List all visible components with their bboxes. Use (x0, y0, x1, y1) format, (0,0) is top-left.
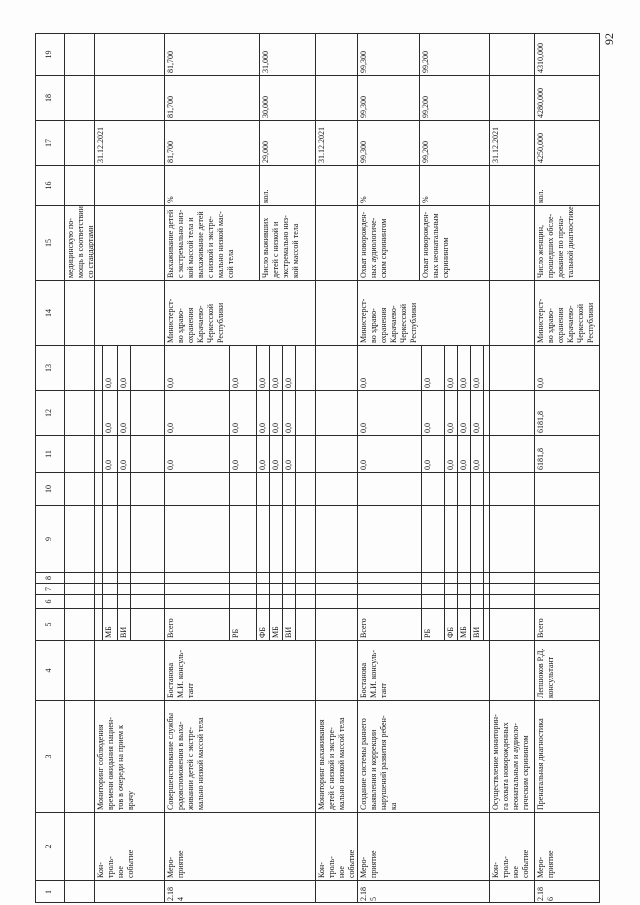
indicator-value-cell (95, 33, 165, 75)
item-type-cell: Меро- приятие (358, 812, 490, 880)
funding-amount-cell (165, 594, 230, 608)
item-number-cell: 2.18 4 (165, 880, 316, 903)
funding-amount-cell: 0,0 (445, 435, 458, 472)
funding-amount-cell (296, 572, 316, 583)
funding-amount-cell (270, 505, 283, 572)
indicator-value-cell: 29,000 (260, 120, 316, 165)
funding-amount-cell (283, 505, 296, 572)
indicator-name-cell (316, 205, 358, 280)
item-type-cell: Меро- приятие (535, 812, 600, 880)
responsible-person-cell: Лепшоков Р.Д. консультант (535, 640, 600, 700)
funding-amount-cell (103, 505, 118, 572)
funding-amount-cell: 0,0 (230, 345, 257, 390)
funding-amount-cell (95, 390, 103, 435)
executor-cell: Министерст- во здраво- охранения Карачаево- Черкесской Республики (358, 280, 490, 345)
indicator-value-cell: 31,000 (260, 33, 316, 75)
item-name-cell (65, 700, 95, 812)
funding-amount-cell (131, 345, 165, 390)
indicator-value-cell: 99,200 (420, 75, 490, 120)
funding-source-cell: Всего (535, 608, 600, 640)
item-number-cell (95, 880, 165, 903)
indicator-value-cell: 81,700 (165, 75, 260, 120)
funding-amount-cell: 0,0 (422, 345, 445, 390)
column-number-cell: 11 (35, 435, 65, 472)
funding-amount-cell (270, 472, 283, 505)
funding-amount-cell: 0,0 (458, 345, 471, 390)
funding-amount-cell (422, 505, 445, 572)
indicator-unit-cell (316, 165, 358, 205)
executor-cell (490, 280, 535, 345)
funding-source-cell: РБ (422, 608, 445, 640)
item-type-cell: Кон- троль- ное событие (490, 812, 535, 880)
funding-amount-cell (95, 345, 103, 390)
funding-amount-cell (296, 583, 316, 594)
indicator-value-cell (65, 33, 95, 75)
indicator-name-cell: Охват новорожден- ных неонатальным скринингом (420, 205, 490, 280)
funding-amount-cell (490, 583, 535, 594)
item-name-cell: Мониторинг соблюдения времени ожидания пациен- тов в очереди на прием к врачу (95, 700, 165, 812)
column-number-cell: 18 (35, 75, 65, 120)
indicator-name-cell: медицинскую по- мощь в соответствии со стандартами (66, 206, 95, 278)
funding-amount-cell (65, 583, 95, 594)
funding-amount-cell: 0,0 (230, 435, 257, 472)
funding-amount-cell (165, 505, 230, 572)
funding-amount-cell (445, 583, 458, 594)
funding-amount-cell: 0,0 (165, 435, 230, 472)
funding-amount-cell: 0,0 (471, 345, 484, 390)
indicator-name-cell (95, 205, 165, 280)
funding-amount-cell (65, 572, 95, 583)
funding-amount-cell (283, 572, 296, 583)
funding-amount-cell (296, 505, 316, 572)
funding-amount-cell (445, 505, 458, 572)
funding-amount-cell (445, 572, 458, 583)
funding-amount-cell (422, 594, 445, 608)
funding-amount-cell (296, 345, 316, 390)
funding-amount-cell (358, 572, 422, 583)
item-number-cell: 2.18 5 (358, 880, 490, 903)
indicator-value-cell (95, 75, 165, 120)
column-number-cell: 5 (35, 608, 65, 640)
rotated-program-table (35, 33, 620, 903)
indicator-value-cell: 99,200 (420, 33, 490, 75)
indicator-value-cell (490, 75, 535, 120)
funding-amount-cell (471, 505, 484, 572)
funding-amount-cell: 0,0 (230, 390, 257, 435)
funding-source-cell: ВИ (471, 608, 484, 640)
indicator-value-cell: 31.12.2021 (95, 120, 165, 165)
funding-amount-cell (165, 572, 230, 583)
funding-amount-cell: 0,0 (445, 345, 458, 390)
indicator-value-cell: 99,300 (358, 120, 420, 165)
responsible-person-cell (490, 640, 535, 700)
funding-source-cell: МБ (270, 608, 283, 640)
indicator-unit-cell: % (165, 165, 260, 205)
funding-source-cell (296, 608, 316, 640)
funding-amount-cell: 0,0 (103, 345, 118, 390)
funding-amount-cell: 0,0 (257, 390, 270, 435)
funding-amount-cell (270, 572, 283, 583)
funding-amount-cell: 0,0 (458, 435, 471, 472)
responsible-person-cell (95, 640, 165, 700)
item-number-cell (65, 880, 95, 903)
indicator-name-cell (490, 205, 535, 280)
indicator-value-cell (65, 120, 95, 165)
funding-amount-cell (535, 505, 600, 572)
funding-amount-cell (458, 505, 471, 572)
funding-amount-cell (296, 594, 316, 608)
funding-amount-cell (490, 572, 535, 583)
funding-amount-cell (95, 505, 103, 572)
item-name-cell: Совершенствование службы родовспоможения в выха- живании детей с экстре- мально низкой массой тела (165, 700, 316, 812)
indicator-name-cell: Выхаживание детей с экстремально низ- кой массой тела и выхаживание детей с низкой и экстре- мально низкой мас- сой тела (165, 205, 260, 280)
funding-amount-cell (131, 505, 165, 572)
funding-amount-cell (283, 472, 296, 505)
funding-amount-cell (471, 572, 484, 583)
column-number-cell: 3 (35, 700, 65, 812)
funding-amount-cell (95, 594, 103, 608)
funding-amount-cell (358, 583, 422, 594)
funding-amount-cell (103, 583, 118, 594)
funding-amount-cell (316, 505, 358, 572)
executor-cell: Министерст- во здраво- охранения Карачаево- Черкесской Республики (535, 280, 600, 345)
column-number-cell: 14 (35, 280, 65, 345)
funding-amount-cell (422, 572, 445, 583)
funding-amount-cell (270, 583, 283, 594)
funding-amount-cell (230, 505, 257, 572)
indicator-value-cell: 99,300 (358, 33, 420, 75)
funding-amount-cell (490, 472, 535, 505)
item-type-cell (65, 812, 95, 880)
column-number-cell: 8 (35, 572, 65, 583)
funding-amount-cell: 0,0 (118, 390, 131, 435)
funding-amount-cell (165, 583, 230, 594)
funding-amount-cell (103, 594, 118, 608)
funding-amount-cell: 0,0 (165, 345, 230, 390)
funding-amount-cell: 0,0 (103, 390, 118, 435)
funding-amount-cell (422, 583, 445, 594)
funding-amount-cell (471, 583, 484, 594)
funding-amount-cell (490, 435, 535, 472)
indicator-value-cell: 81,700 (165, 120, 260, 165)
indicator-unit-cell (95, 165, 165, 205)
funding-amount-cell (118, 583, 131, 594)
funding-amount-cell: 0,0 (270, 345, 283, 390)
indicator-value-cell: 4280,000 (535, 75, 600, 120)
indicator-unit-cell: % (358, 165, 420, 205)
funding-amount-cell (445, 472, 458, 505)
funding-amount-cell: 0,0 (422, 390, 445, 435)
executor-cell (65, 280, 95, 345)
funding-source-cell (95, 608, 103, 640)
funding-source-cell: ФБ (257, 608, 270, 640)
indicator-value-cell (316, 33, 358, 75)
column-number-cell: 12 (35, 390, 65, 435)
indicator-value-cell: 31.12.2021 (316, 120, 358, 165)
funding-amount-cell (422, 472, 445, 505)
funding-amount-cell (118, 594, 131, 608)
item-name-cell: Создание системы раннего выявления и коррекции нарушений развития ребен- ка (358, 700, 490, 812)
funding-amount-cell (316, 594, 358, 608)
funding-amount-cell (490, 390, 535, 435)
item-name-cell: Осуществление мониторин- га охвата новорожденных неонатальным и аудиоло- гическим скринингом (490, 700, 535, 812)
funding-amount-cell: 0,0 (270, 390, 283, 435)
indicator-value-cell: 99,300 (358, 75, 420, 120)
funding-amount-cell (65, 472, 95, 505)
column-number-cell: 4 (35, 640, 65, 700)
column-number-cell: 15 (35, 205, 65, 280)
funding-amount-cell (296, 390, 316, 435)
funding-amount-cell (458, 594, 471, 608)
funding-amount-cell (95, 435, 103, 472)
funding-amount-cell (445, 594, 458, 608)
funding-amount-cell (490, 345, 535, 390)
indicator-name-cell: Число женщин, прошедших обсле- дование по прена- тальной диагностике (535, 205, 600, 280)
funding-amount-cell: 6181,8 (535, 435, 600, 472)
funding-amount-cell (65, 390, 95, 435)
funding-amount-cell (316, 572, 358, 583)
funding-source-cell: РБ (230, 608, 257, 640)
funding-amount-cell (131, 390, 165, 435)
funding-source-cell (316, 608, 358, 640)
indicator-value-cell: 4250,000 (535, 120, 600, 165)
item-name-cell: Мониторинг выхаживания детей с низкой и экстре- мально низкой массой тела (316, 700, 358, 812)
funding-amount-cell (230, 583, 257, 594)
funding-source-cell: ФБ (445, 608, 458, 640)
funding-amount-cell (103, 472, 118, 505)
funding-amount-cell (65, 345, 95, 390)
funding-amount-cell (316, 390, 358, 435)
funding-amount-cell: 0,0 (471, 390, 484, 435)
funding-amount-cell (118, 572, 131, 583)
executor-cell (95, 280, 165, 345)
column-number-cell: 2 (35, 812, 65, 880)
funding-source-cell (65, 608, 95, 640)
funding-amount-cell (535, 594, 600, 608)
funding-source-cell: Всего (165, 608, 230, 640)
funding-amount-cell (458, 472, 471, 505)
funding-amount-cell (458, 583, 471, 594)
indicator-unit-cell: % (420, 165, 490, 205)
responsible-person-cell (65, 640, 95, 700)
funding-amount-cell (316, 472, 358, 505)
funding-amount-cell (65, 435, 95, 472)
responsible-person-cell: Бостанова М.И. консуль- тант (165, 640, 316, 700)
column-number-cell: 1 (35, 880, 65, 903)
funding-amount-cell (471, 472, 484, 505)
funding-amount-cell (165, 472, 230, 505)
funding-source-cell: ВИ (118, 608, 131, 640)
funding-amount-cell (316, 345, 358, 390)
column-number-cell: 9 (35, 505, 65, 572)
funding-amount-cell: 0,0 (471, 435, 484, 472)
indicator-unit-cell: кол. (260, 165, 316, 205)
funding-amount-cell: 0,0 (358, 345, 422, 390)
funding-amount-cell (257, 572, 270, 583)
indicator-value-cell: 99,200 (420, 120, 490, 165)
funding-amount-cell (257, 505, 270, 572)
funding-amount-cell: 0,0 (458, 390, 471, 435)
column-number-cell: 7 (35, 583, 65, 594)
funding-amount-cell (65, 505, 95, 572)
responsible-person-cell: Бостанова М.И. консуль- тант (358, 640, 490, 700)
funding-amount-cell: 0,0 (358, 435, 422, 472)
funding-amount-cell (490, 594, 535, 608)
indicator-value-cell (316, 75, 358, 120)
item-type-cell: Кон- троль- ное событие (95, 812, 165, 880)
funding-amount-cell: 0,0 (283, 390, 296, 435)
funding-amount-cell (230, 572, 257, 583)
executor-cell: Министерст- во здраво- охранения Карачаево- Черкесской Республики (165, 280, 316, 345)
indicator-name-cell: Охват новорожден- ных аудиологиче- ским скринингом (358, 205, 420, 280)
funding-amount-cell (131, 435, 165, 472)
funding-amount-cell: 0,0 (257, 345, 270, 390)
funding-amount-cell (131, 594, 165, 608)
executor-cell (316, 280, 358, 345)
column-number-cell: 16 (35, 165, 65, 205)
funding-source-cell (131, 608, 165, 640)
funding-amount-cell (131, 472, 165, 505)
funding-amount-cell (358, 594, 422, 608)
column-number-cell: 6 (35, 594, 65, 608)
funding-amount-cell (95, 572, 103, 583)
funding-amount-cell (95, 583, 103, 594)
item-type-cell: Кон- троль- ное событие (316, 812, 358, 880)
funding-amount-cell (471, 594, 484, 608)
funding-amount-cell (230, 594, 257, 608)
funding-amount-cell: 0,0 (103, 435, 118, 472)
item-type-cell: Меро- приятие (165, 812, 316, 880)
funding-amount-cell (283, 594, 296, 608)
page-number: 92 (602, 33, 616, 45)
funding-amount-cell: 0,0 (257, 435, 270, 472)
funding-source-cell: ВИ (283, 608, 296, 640)
funding-amount-cell: 0,0 (283, 345, 296, 390)
item-number-cell: 2.18 6 (535, 880, 600, 903)
funding-amount-cell (103, 572, 118, 583)
column-number-cell: 17 (35, 120, 65, 165)
indicator-unit-cell: кол. (535, 165, 600, 205)
funding-amount-cell (316, 435, 358, 472)
funding-amount-cell (95, 472, 103, 505)
funding-amount-cell: 0,0 (118, 435, 131, 472)
indicator-name-cell: Число выживших детей с низкой и экстремально низ- кой массой тела (260, 205, 316, 280)
funding-amount-cell (257, 583, 270, 594)
funding-amount-cell: 0,0 (535, 345, 600, 390)
indicator-value-cell: 30,000 (260, 75, 316, 120)
funding-source-cell: МБ (458, 608, 471, 640)
indicator-value-cell: 4310,000 (535, 33, 600, 75)
column-number-cell: 19 (35, 33, 65, 75)
indicator-value-cell (490, 33, 535, 75)
funding-amount-cell (118, 472, 131, 505)
funding-amount-cell (535, 572, 600, 583)
funding-amount-cell: 0,0 (165, 390, 230, 435)
funding-amount-cell (257, 472, 270, 505)
funding-amount-cell (131, 572, 165, 583)
funding-source-cell: МБ (103, 608, 118, 640)
funding-amount-cell: 0,0 (270, 435, 283, 472)
indicator-value-cell: 31.12.2021 (490, 120, 535, 165)
funding-amount-cell (118, 505, 131, 572)
indicator-value-cell: 81,700 (165, 33, 260, 75)
item-name-cell: Пренатальная диагностика (535, 700, 600, 812)
funding-amount-cell: 0,0 (358, 390, 422, 435)
funding-amount-cell: 0,0 (283, 435, 296, 472)
funding-amount-cell: 0,0 (118, 345, 131, 390)
funding-amount-cell (270, 594, 283, 608)
item-number-cell (316, 880, 358, 903)
funding-amount-cell: 0,0 (422, 435, 445, 472)
funding-amount-cell (490, 505, 535, 572)
funding-amount-cell (283, 583, 296, 594)
funding-amount-cell (257, 594, 270, 608)
responsible-person-cell (316, 640, 358, 700)
funding-amount-cell (316, 583, 358, 594)
funding-amount-cell (535, 472, 600, 505)
item-number-cell (490, 880, 535, 903)
funding-amount-cell (131, 583, 165, 594)
funding-amount-cell (458, 572, 471, 583)
funding-amount-cell (358, 472, 422, 505)
column-number-cell: 13 (35, 345, 65, 390)
funding-amount-cell (65, 594, 95, 608)
funding-source-cell (490, 608, 535, 640)
funding-amount-cell (296, 435, 316, 472)
indicator-unit-cell (65, 165, 95, 205)
funding-amount-cell (230, 472, 257, 505)
funding-amount-cell (358, 505, 422, 572)
funding-amount-cell (535, 583, 600, 594)
indicator-value-cell (65, 75, 95, 120)
column-number-cell: 10 (35, 472, 65, 505)
indicator-unit-cell (490, 165, 535, 205)
funding-source-cell: Всего (358, 608, 422, 640)
funding-amount-cell (296, 472, 316, 505)
funding-amount-cell: 6181,8 (535, 390, 600, 435)
funding-amount-cell: 0,0 (445, 390, 458, 435)
